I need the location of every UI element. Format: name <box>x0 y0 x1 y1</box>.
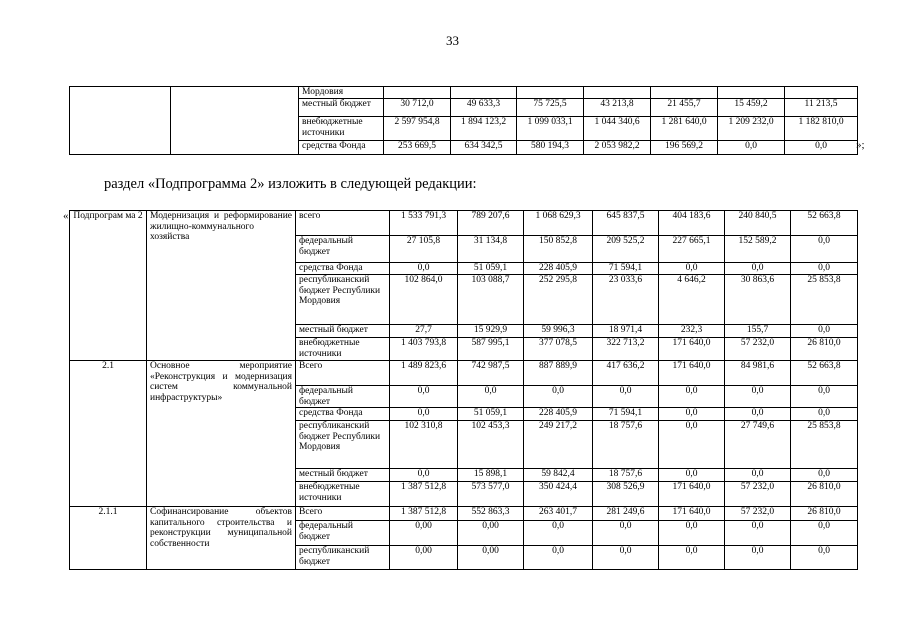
value-cell: 645 837,5 <box>593 211 659 236</box>
value-cell: 227 665,1 <box>659 236 725 263</box>
row-label: Всего <box>296 507 390 521</box>
value-cell: 0,00 <box>458 521 524 546</box>
row-label: средства Фонда <box>296 263 390 275</box>
value-cell: 52 663,8 <box>791 361 858 386</box>
row-label: федеральный бюджет <box>296 521 390 546</box>
value-cell: 1 387 512,8 <box>390 507 458 521</box>
row-label: республиканский бюджет Республики Мордовия <box>296 421 390 469</box>
value-cell: 634 342,5 <box>451 141 517 155</box>
value-cell: 0,0 <box>725 546 791 570</box>
closing-quote: »; <box>856 139 865 151</box>
value-cell: 1 209 232,0 <box>718 117 785 141</box>
value-cell: 152 589,2 <box>725 236 791 263</box>
item-name: Основное мероприятие «Реконструкция и модернизация систем коммунальной инфраструктуры» <box>147 361 296 507</box>
value-cell: 27 749,6 <box>725 421 791 469</box>
value-cell: 171 640,0 <box>659 507 725 521</box>
value-cell: 102 453,3 <box>458 421 524 469</box>
top-budget-table <box>69 86 858 155</box>
value-cell: 0,0 <box>791 546 858 570</box>
table-row <box>70 211 858 236</box>
value-cell: 1 281 640,0 <box>651 117 718 141</box>
value-cell: 0,0 <box>725 521 791 546</box>
value-cell: 1 182 810,0 <box>785 117 858 141</box>
value-cell: 57 232,0 <box>725 338 791 361</box>
value-cell: 2 597 954,8 <box>384 117 451 141</box>
row-label: всего <box>296 211 390 236</box>
value-cell: 0,0 <box>390 469 458 482</box>
value-cell: 15 898,1 <box>458 469 524 482</box>
value-cell: 71 594,1 <box>593 408 659 421</box>
row-label: внебюджетные источники <box>296 338 390 361</box>
value-cell: 0,0 <box>791 386 858 408</box>
row-label: внебюджетные источники <box>296 482 390 507</box>
value-cell: 552 863,3 <box>458 507 524 521</box>
value-cell: 580 194,3 <box>517 141 584 155</box>
value-cell: 18 757,6 <box>593 469 659 482</box>
value-cell <box>451 87 517 99</box>
value-cell: 417 636,2 <box>593 361 659 386</box>
value-cell: 26 810,0 <box>791 507 858 521</box>
row-label: Всего <box>296 361 390 386</box>
value-cell: 25 853,8 <box>791 275 858 325</box>
value-cell: 0,0 <box>659 546 725 570</box>
value-cell: 51 059,1 <box>458 263 524 275</box>
value-cell: 2 053 982,2 <box>584 141 651 155</box>
value-cell: 0,0 <box>791 263 858 275</box>
value-cell: 1 099 033,1 <box>517 117 584 141</box>
value-cell: 18 971,4 <box>593 325 659 338</box>
value-cell: 30 863,6 <box>725 275 791 325</box>
value-cell: 171 640,0 <box>659 361 725 386</box>
value-cell: 252 295,8 <box>524 275 593 325</box>
value-cell: 573 577,0 <box>458 482 524 507</box>
value-cell: 51 059,1 <box>458 408 524 421</box>
value-cell: 84 981,6 <box>725 361 791 386</box>
value-cell <box>384 87 451 99</box>
value-cell: 0,0 <box>785 141 858 155</box>
value-cell: 0,0 <box>390 263 458 275</box>
section-heading: раздел «Подпрограмма 2» изложить в следующей редакции: <box>104 176 477 192</box>
table-row <box>70 507 858 521</box>
value-cell: 0,0 <box>718 141 785 155</box>
value-cell: 228 405,9 <box>524 263 593 275</box>
value-cell: 0,0 <box>791 469 858 482</box>
opening-quote: « <box>63 210 69 222</box>
value-cell: 21 455,7 <box>651 99 718 117</box>
row-label: средства Фонда <box>299 141 384 155</box>
value-cell: 49 633,3 <box>451 99 517 117</box>
value-cell: 789 207,6 <box>458 211 524 236</box>
value-cell: 253 669,5 <box>384 141 451 155</box>
row-label: местный бюджет <box>296 325 390 338</box>
value-cell: 228 405,9 <box>524 408 593 421</box>
row-label: федеральный бюджет <box>296 236 390 263</box>
item-number: Подпрограм ма 2 <box>70 211 147 361</box>
value-cell: 0,0 <box>791 408 858 421</box>
value-cell: 0,0 <box>791 521 858 546</box>
value-cell <box>785 87 858 99</box>
value-cell: 27 105,8 <box>390 236 458 263</box>
value-cell: 1 489 823,6 <box>390 361 458 386</box>
item-name: Модернизация и реформирование жилищно-коммунального хозяйства <box>147 211 296 361</box>
value-cell: 308 526,9 <box>593 482 659 507</box>
table-row <box>70 87 858 99</box>
row-label: местный бюджет <box>296 469 390 482</box>
empty-cell <box>70 87 171 155</box>
value-cell: 350 424,4 <box>524 482 593 507</box>
value-cell: 0,0 <box>725 263 791 275</box>
value-cell: 102 864,0 <box>390 275 458 325</box>
value-cell: 887 889,9 <box>524 361 593 386</box>
value-cell: 196 569,2 <box>651 141 718 155</box>
value-cell: 322 713,2 <box>593 338 659 361</box>
row-label: местный бюджет <box>299 99 384 117</box>
value-cell: 1 387 512,8 <box>390 482 458 507</box>
value-cell: 0,00 <box>390 521 458 546</box>
page-number: 33 <box>446 33 459 48</box>
value-cell: 0,0 <box>659 386 725 408</box>
value-cell: 281 249,6 <box>593 507 659 521</box>
value-cell: 1 044 340,6 <box>584 117 651 141</box>
value-cell: 43 213,8 <box>584 99 651 117</box>
value-cell: 1 533 791,3 <box>390 211 458 236</box>
value-cell: 59 996,3 <box>524 325 593 338</box>
value-cell: 0,0 <box>524 521 593 546</box>
value-cell: 0,0 <box>593 386 659 408</box>
value-cell: 0,0 <box>659 469 725 482</box>
value-cell <box>584 87 651 99</box>
item-number: 2.1.1 <box>70 507 147 570</box>
value-cell: 0,0 <box>524 386 593 408</box>
value-cell: 0,0 <box>659 263 725 275</box>
value-cell: 209 525,2 <box>593 236 659 263</box>
value-cell: 377 078,5 <box>524 338 593 361</box>
empty-cell <box>171 87 299 155</box>
item-name: Софинансирование объектов капитального строительства и реконструкции муниципальной собственности <box>147 507 296 570</box>
row-label: республиканский бюджет Республики Мордовия <box>296 275 390 325</box>
value-cell: 25 853,8 <box>791 421 858 469</box>
value-cell: 0,0 <box>725 386 791 408</box>
row-label: республиканский бюджет <box>296 546 390 570</box>
value-cell: 75 725,5 <box>517 99 584 117</box>
table-row <box>70 361 858 386</box>
value-cell: 26 810,0 <box>791 482 858 507</box>
value-cell: 27,7 <box>390 325 458 338</box>
value-cell: 587 995,1 <box>458 338 524 361</box>
value-cell: 52 663,8 <box>791 211 858 236</box>
value-cell: 404 183,6 <box>659 211 725 236</box>
value-cell: 155,7 <box>725 325 791 338</box>
value-cell: 171 640,0 <box>659 482 725 507</box>
row-label: внебюджетные источники <box>299 117 384 141</box>
value-cell: 71 594,1 <box>593 263 659 275</box>
value-cell: 0,0 <box>791 325 858 338</box>
value-cell: 26 810,0 <box>791 338 858 361</box>
value-cell: 57 232,0 <box>725 507 791 521</box>
value-cell: 0,00 <box>458 546 524 570</box>
value-cell: 4 646,2 <box>659 275 725 325</box>
value-cell: 240 840,5 <box>725 211 791 236</box>
value-cell <box>517 87 584 99</box>
value-cell: 249 217,2 <box>524 421 593 469</box>
value-cell: 1 068 629,3 <box>524 211 593 236</box>
value-cell: 0,0 <box>390 386 458 408</box>
value-cell: 59 842,4 <box>524 469 593 482</box>
value-cell: 0,00 <box>390 546 458 570</box>
value-cell: 0,0 <box>659 521 725 546</box>
value-cell: 263 401,7 <box>524 507 593 521</box>
value-cell: 30 712,0 <box>384 99 451 117</box>
value-cell <box>718 87 785 99</box>
value-cell: 0,0 <box>725 408 791 421</box>
value-cell: 150 852,8 <box>524 236 593 263</box>
value-cell: 0,0 <box>524 546 593 570</box>
value-cell: 1 894 123,2 <box>451 117 517 141</box>
value-cell: 15 459,2 <box>718 99 785 117</box>
value-cell: 31 134,8 <box>458 236 524 263</box>
value-cell: 0,0 <box>593 521 659 546</box>
value-cell: 103 088,7 <box>458 275 524 325</box>
value-cell: 15 929,9 <box>458 325 524 338</box>
value-cell: 0,0 <box>659 421 725 469</box>
row-label: Мордовия <box>299 87 384 99</box>
value-cell: 57 232,0 <box>725 482 791 507</box>
row-label: федеральный бюджет <box>296 386 390 408</box>
value-cell: 742 987,5 <box>458 361 524 386</box>
value-cell: 171 640,0 <box>659 338 725 361</box>
value-cell: 0,0 <box>390 408 458 421</box>
value-cell: 11 213,5 <box>785 99 858 117</box>
value-cell: 0,0 <box>458 386 524 408</box>
value-cell: 0,0 <box>659 408 725 421</box>
value-cell: 1 403 793,8 <box>390 338 458 361</box>
value-cell: 23 033,6 <box>593 275 659 325</box>
value-cell: 232,3 <box>659 325 725 338</box>
value-cell <box>651 87 718 99</box>
value-cell: 0,0 <box>725 469 791 482</box>
row-label: средства Фонда <box>296 408 390 421</box>
value-cell: 0,0 <box>791 236 858 263</box>
value-cell: 102 310,8 <box>390 421 458 469</box>
value-cell: 0,0 <box>593 546 659 570</box>
value-cell: 18 757,6 <box>593 421 659 469</box>
subprogram-table <box>69 210 858 570</box>
item-number: 2.1 <box>70 361 147 507</box>
